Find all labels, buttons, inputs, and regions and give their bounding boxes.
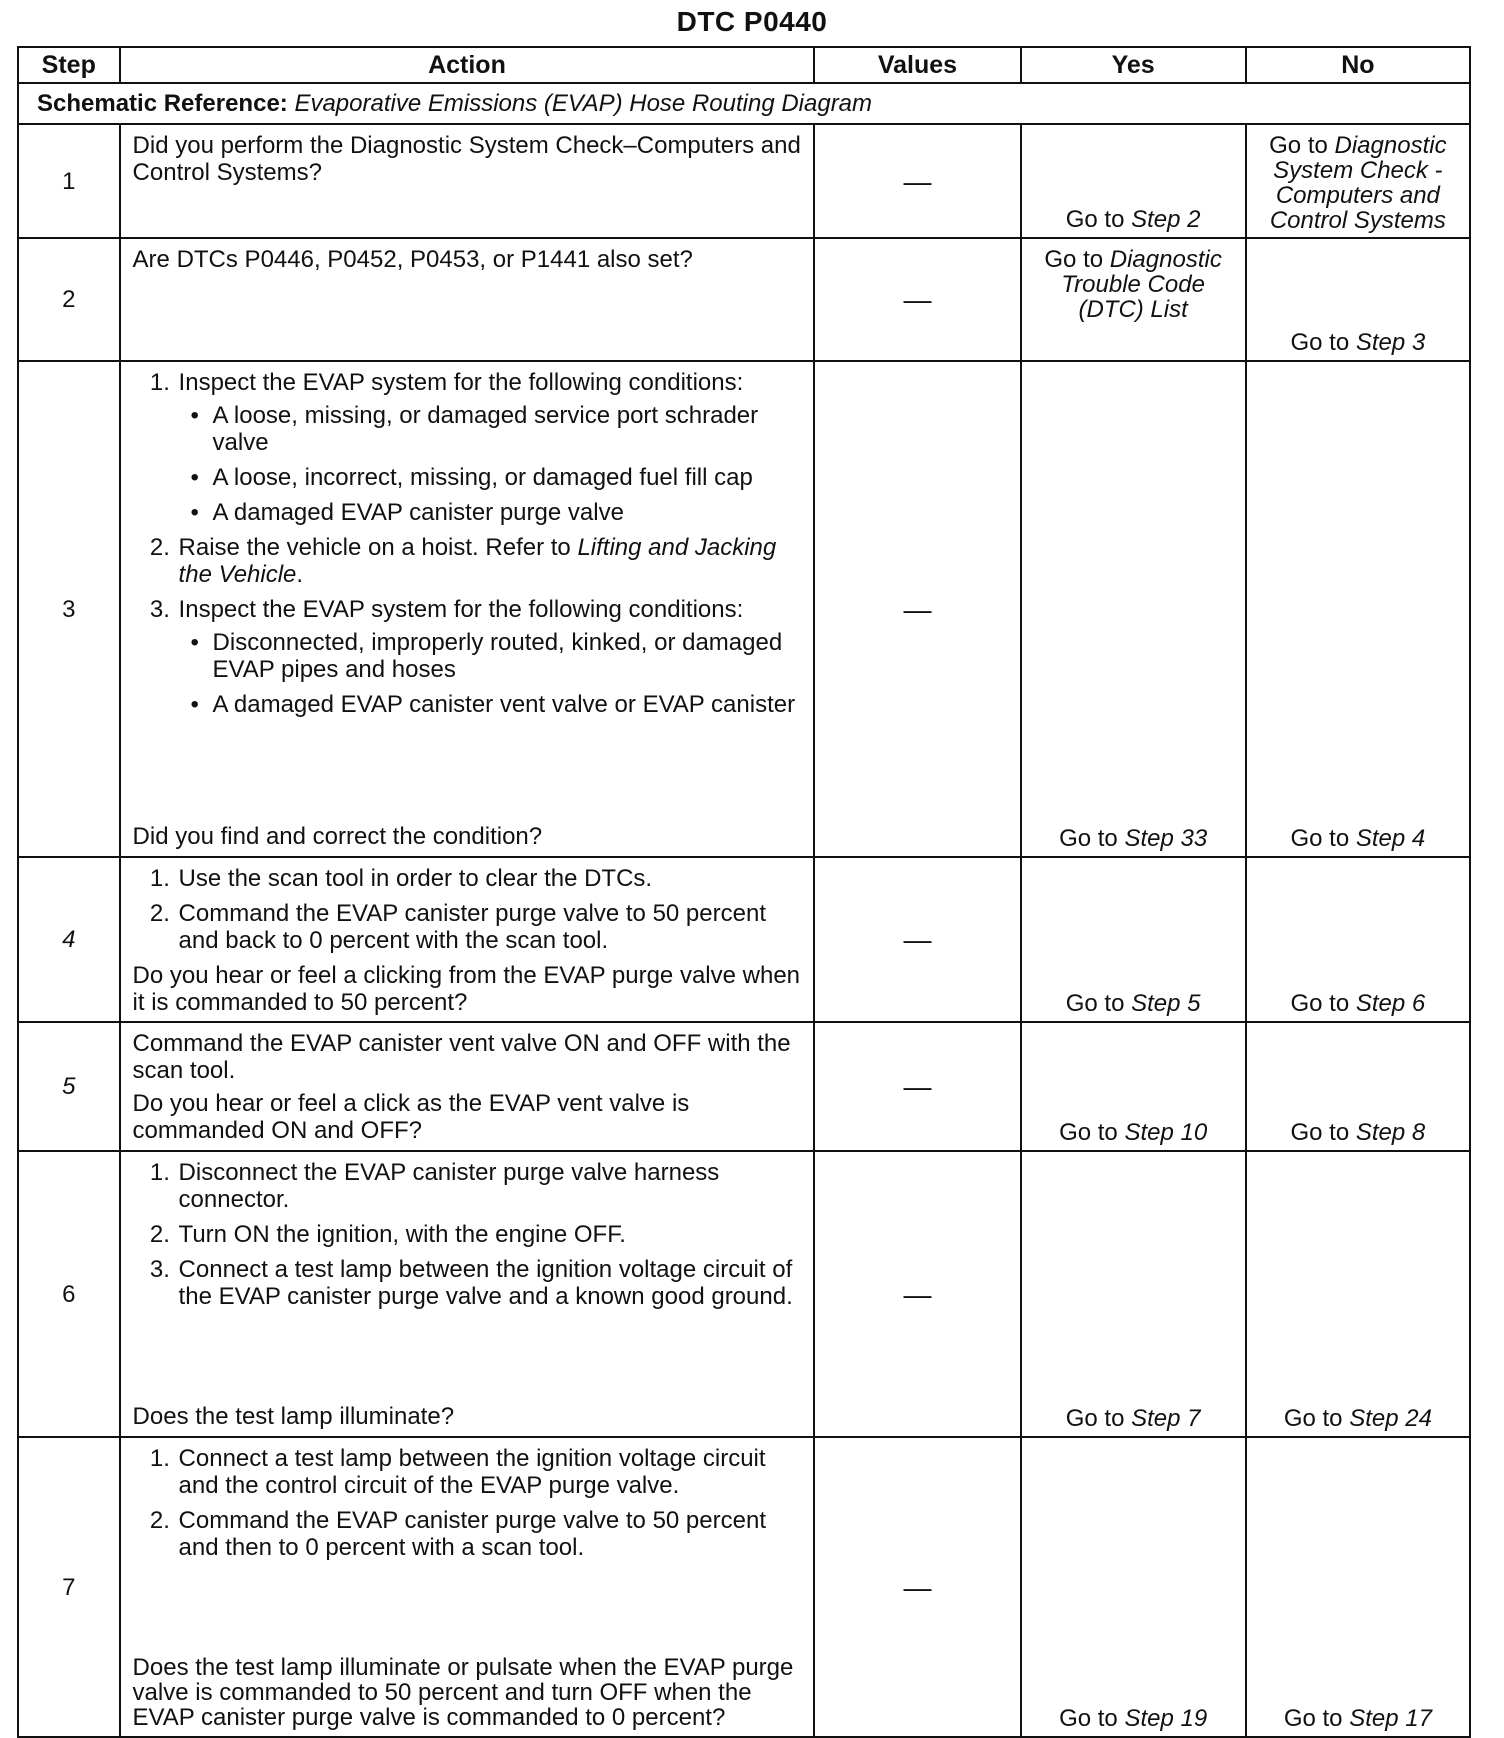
no-cell [1246,361,1470,857]
schematic-label: Schematic Reference: [37,90,288,117]
no-link[interactable]: Step 4 [1355,825,1426,852]
step-number: 3 [18,361,120,857]
values-dash: — [814,1151,1020,1437]
list-item: 1. Connect a test lamp between the ignition voltage circuit and the control circuit of the EVAP purge valve. [177,1445,802,1499]
action-cell [120,1022,815,1151]
no-cell [1246,124,1470,238]
no-cell [1246,1437,1470,1737]
step-number: 1 [18,124,120,238]
yes-cell [1021,857,1246,1022]
yes-cell [1021,1022,1246,1151]
values-dash: — [814,238,1020,361]
schematic-reference-row [18,83,1470,124]
list-item: 2. Turn ON the ignition, with the engine OFF. [177,1221,802,1248]
list-item: 1. Disconnect the EVAP canister purge valve harness connector. [177,1159,802,1213]
table-row [18,124,1470,238]
go-to-label: Go to [1283,1405,1343,1432]
yes-cell [1021,1437,1246,1737]
action-cell [120,124,815,238]
go-to-label: Go to [1065,206,1125,233]
values-dash: — [814,1437,1020,1737]
go-to-label: Go to [1065,1405,1125,1432]
list-item: • Disconnected, improperly routed, kinked, or damaged EVAP pipes and hoses [213,629,802,683]
go-to-label: Go to [1290,1119,1350,1146]
go-to-label: Go to [1059,825,1118,852]
table-row [18,1151,1470,1437]
header-no: No [1246,47,1470,83]
yes-link[interactable]: Step 2 [1131,206,1201,233]
step-number: 6 [18,1151,120,1437]
question-text: Does the test lamp illuminate? [132,1403,455,1430]
go-to-label: Go to [1269,132,1328,159]
instruction-list [133,865,802,962]
values-dash: — [814,361,1020,857]
yes-link[interactable]: Step 7 [1131,1405,1201,1432]
table-row [18,1437,1470,1737]
question-text: Does the test lamp illuminate or pulsate when the EVAP purge valve is commanded to 50 percent and turn OFF when the EVAP canister purge valve is commanded to 0 percent? [132,1654,794,1731]
instruction-list [133,1445,802,1569]
step-number: 4 [18,857,120,1022]
no-cell [1246,1151,1470,1437]
list-item: 1. Use the scan tool in order to clear the DTCs. [177,865,802,892]
yes-cell [1021,361,1246,857]
step-number: 5 [18,1022,120,1151]
question-text: Are DTCs P0446, P0452, P0453, or P1441 also set? [132,246,693,273]
header-values: Values [814,47,1020,83]
list-item: 2. Raise the vehicle on a hoist. Refer to Lifting and Jacking the Vehicle. [177,534,802,588]
yes-link[interactable]: Step 33 [1124,825,1208,852]
yes-cell [1021,1151,1246,1437]
step-number: 7 [18,1437,120,1737]
no-cell [1246,857,1470,1022]
no-link[interactable]: Step 17 [1349,1705,1432,1732]
table-row [18,1022,1470,1151]
page-title: DTC P0440 [676,6,828,37]
step-number: 2 [18,238,120,361]
condition-list [179,402,802,526]
go-to-label: Go to [1059,1119,1118,1146]
list-item: 1. Inspect the EVAP system for the following conditions: • A loose, missing, or damaged service port schrader valve • A loose, incorrect, missing, or damaged fuel fill cap • A damaged EVAP canister purge valve [177,369,802,526]
question-text: Did you find and correct the condition? [132,823,543,850]
no-cell [1246,238,1470,361]
go-to-label: Go to [1065,990,1125,1017]
instruction-list [133,1159,802,1318]
question-text: Did you perform the Diagnostic System Check–Computers and Control Systems? [132,132,801,186]
list-item: 3. Connect a test lamp between the ignition voltage circuit of the EVAP canister purge valve and a known good ground. [177,1256,802,1310]
table-row [18,238,1470,361]
list-item: 3. Inspect the EVAP system for the following conditions: • Disconnected, improperly routed, kinked, or damaged EVAP pipes and hoses • A damaged EVAP canister vent valve or EVAP canister [177,596,802,718]
instruction-text: Command the EVAP canister vent valve ON and OFF with the scan tool. [132,1030,791,1084]
header-yes: Yes [1021,47,1246,83]
condition-list [179,629,802,718]
action-cell [120,857,815,1022]
no-link[interactable]: Step 3 [1355,329,1426,356]
action-cell [120,1437,815,1737]
action-cell [120,238,815,361]
list-item: • A loose, missing, or damaged service port schrader valve [213,402,802,456]
yes-link[interactable]: Diagnostic Trouble Code (DTC) List [1061,246,1222,323]
go-to-label: Go to [1290,990,1350,1017]
no-link[interactable]: Step 6 [1355,990,1426,1017]
go-to-label: Go to [1290,329,1350,356]
no-link[interactable]: Diagnostic System Check - Computers and Control Systems [1269,132,1447,234]
go-to-label: Go to [1059,1705,1118,1732]
schematic-link[interactable]: Evaporative Emissions (EVAP) Hose Routing Diagram [294,90,873,117]
header-row [18,47,1470,83]
yes-link[interactable]: Step 10 [1124,1119,1208,1146]
list-item: 2. Command the EVAP canister purge valve to 50 percent and then to 0 percent with a scan tool. [177,1507,802,1561]
go-to-label: Go to [1044,246,1104,273]
action-cell [120,361,815,857]
list-item: 2. Command the EVAP canister purge valve to 50 percent and back to 0 percent with the scan tool. [177,900,802,954]
no-link[interactable]: Step 24 [1349,1405,1432,1432]
no-link[interactable]: Step 8 [1355,1119,1426,1146]
header-action: Action [120,47,815,83]
action-cell [120,1151,815,1437]
no-cell [1246,1022,1470,1151]
list-item: • A damaged EVAP canister purge valve [213,499,802,526]
yes-cell [1021,238,1246,361]
yes-link[interactable]: Step 5 [1131,990,1201,1017]
go-to-label: Go to [1283,1705,1343,1732]
go-to-label: Go to [1290,825,1350,852]
question-text: Do you hear or feel a clicking from the EVAP purge valve when it is commanded to 50 percent? [132,962,801,1016]
list-item: • A damaged EVAP canister vent valve or EVAP canister [213,691,802,718]
table-row [18,361,1470,857]
values-dash: — [814,124,1020,238]
table-row [18,857,1470,1022]
instruction-list [133,369,802,726]
diagnostic-table [17,46,1471,1738]
list-item: • A loose, incorrect, missing, or damaged fuel fill cap [213,464,802,491]
question-text: Do you hear or feel a click as the EVAP vent valve is commanded ON and OFF? [132,1090,690,1144]
yes-cell [1021,124,1246,238]
lifting-jacking-link[interactable]: Lifting and Jacking the Vehicle [178,534,777,588]
yes-link[interactable]: Step 19 [1124,1705,1208,1732]
values-dash: — [814,1022,1020,1151]
schematic-reference [18,83,1470,124]
values-dash: — [814,857,1020,1022]
header-step: Step [18,47,120,83]
